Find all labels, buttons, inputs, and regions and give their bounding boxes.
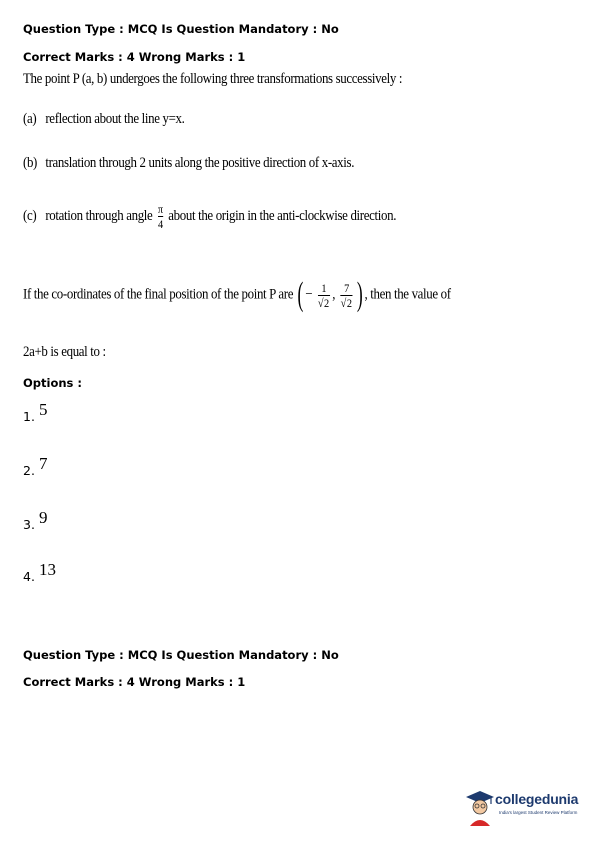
logo-wordmark: collegedunia: [495, 791, 579, 807]
sqrt-sign: √: [340, 295, 346, 310]
transformation-b: [23, 155, 354, 172]
item-text-after: about the origin in the anti-clockwise direction.: [168, 207, 397, 224]
minus-sign: −: [305, 286, 313, 303]
marks-header: Correct Marks : 4 Wrong Marks : 1: [23, 675, 246, 689]
option-value: 7: [38, 454, 48, 473]
coord-x-fraction: [318, 282, 330, 309]
angle-fraction: [158, 203, 163, 230]
question-type-header: Question Type : MCQ Is Question Mandatory : No: [23, 648, 339, 662]
options-heading: Options :: [23, 376, 82, 390]
option-2[interactable]: [23, 454, 48, 480]
final-position-statement: [23, 278, 451, 312]
collegedunia-logo: [463, 788, 583, 828]
fraction-numerator: 1: [321, 280, 327, 295]
option-number: 2.: [23, 463, 35, 478]
option-3[interactable]: [23, 508, 48, 534]
item-label: (a): [23, 111, 37, 127]
left-paren: (: [297, 276, 304, 313]
radicand: 2: [324, 295, 329, 310]
question-intro: The point P (a, b) undergoes the following three transformations successively :: [23, 71, 403, 87]
fraction-denominator: [318, 297, 330, 309]
transformation-c: [23, 203, 396, 230]
option-number: 3.: [23, 517, 35, 532]
fraction-denominator: [341, 297, 353, 309]
option-1[interactable]: [23, 400, 48, 426]
sqrt-sign: √: [317, 295, 324, 310]
option-value: 9: [38, 508, 48, 527]
marks-header: Correct Marks : 4 Wrong Marks : 1: [23, 50, 246, 64]
option-4[interactable]: [23, 560, 56, 586]
logo-tagline: India's largest Student Review Platform: [499, 810, 578, 815]
item-text: rotation through angle: [45, 207, 153, 224]
option-number: 1.: [23, 409, 35, 424]
final-text-after: , then the value of: [364, 286, 451, 303]
option-value: 5: [38, 400, 48, 419]
item-label: (c): [23, 207, 37, 224]
question-type-header: Question Type : MCQ Is Question Mandatory : No: [23, 22, 339, 36]
question-ask: 2a+b is equal to :: [23, 344, 106, 360]
radicand: 2: [346, 295, 352, 310]
item-text: translation through 2 units along the positive direction of x-axis.: [45, 155, 355, 171]
fraction-denominator: 4: [157, 217, 163, 231]
transformation-a: [23, 111, 185, 128]
coord-comma: ,: [332, 286, 336, 303]
fraction-numerator: 7: [344, 280, 349, 295]
item-text: reflection about the line y=x.: [45, 111, 185, 127]
option-number: 4.: [23, 569, 35, 584]
option-value: 13: [38, 560, 56, 579]
graduate-mascot-icon: [463, 788, 497, 828]
final-text-before: If the co-ordinates of the final position of the point P are: [23, 286, 294, 303]
right-paren: ): [356, 276, 363, 313]
item-label: (b): [23, 155, 38, 171]
fraction-numerator: π: [157, 202, 163, 216]
coord-y-fraction: [341, 282, 353, 309]
